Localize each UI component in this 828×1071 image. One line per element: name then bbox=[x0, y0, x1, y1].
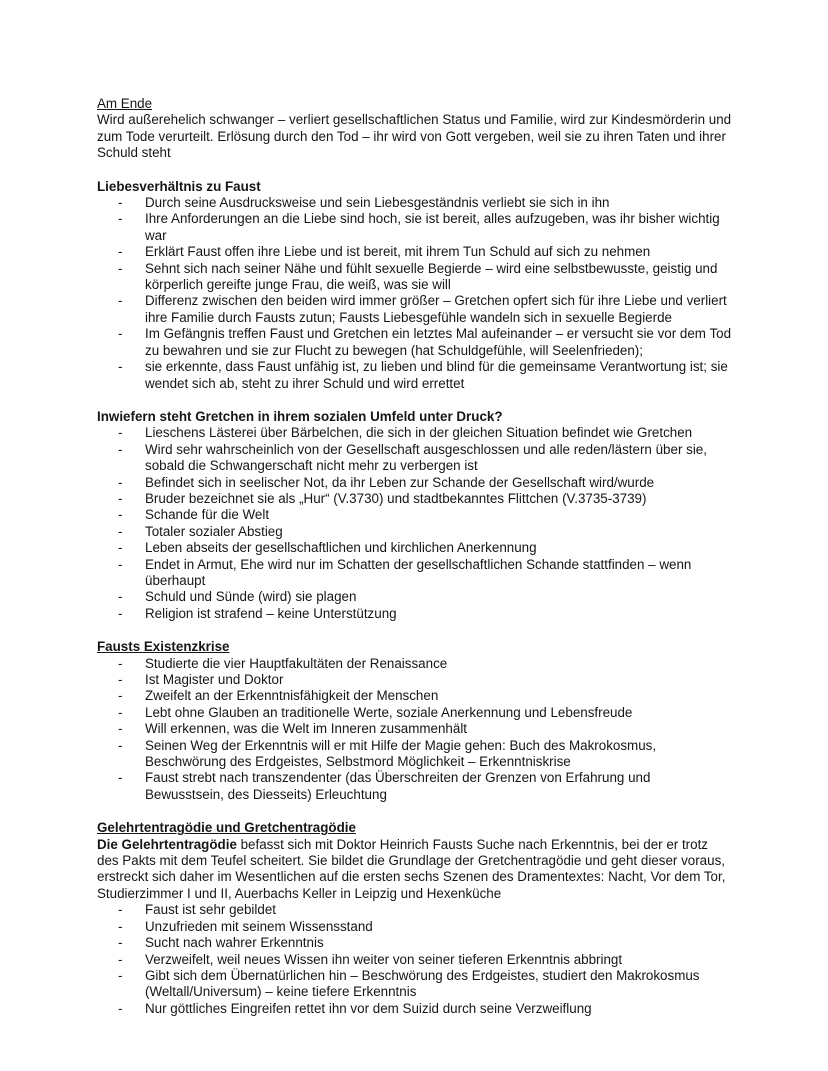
bullet-text: Seinen Weg der Erkenntnis will er mit Hilfe der Magie gehen: Buch des Makrokosmus, Beschwörung des Erdgeistes, Selbstmord Möglichkeit – Erkenntniskrise bbox=[145, 737, 657, 770]
bullet-dash: - bbox=[118, 770, 123, 786]
bullet-dash: - bbox=[118, 260, 123, 276]
section-am-ende bbox=[97, 96, 733, 162]
list-item bbox=[97, 359, 733, 392]
bullet-dash: - bbox=[118, 507, 123, 523]
list-item bbox=[97, 507, 733, 523]
list-item bbox=[97, 425, 733, 441]
bullet-dash: - bbox=[118, 441, 123, 457]
list-item bbox=[97, 688, 733, 704]
section-liebesverhaeltnis bbox=[97, 179, 733, 392]
lead-bold-text: Die Gelehrtentragödie bbox=[97, 836, 237, 852]
bullet-text: Sehnt sich nach seiner Nähe und fühlt sexuelle Begierde – wird eine selbstbewusste, geistig und körperlich gereifte junge Frau, die weiß, was sie will bbox=[145, 260, 718, 293]
bullet-text: Bruder bezeichnet sie als „Hur“ (V.3730) und stadtbekanntes Flittchen (V.3735-3739) bbox=[145, 490, 647, 506]
bullet-text: Endet in Armut, Ehe wird nur im Schatten der gesellschaftlichen Schande stattfinden – wenn überhaupt bbox=[145, 556, 692, 588]
bullet-text: Faust ist sehr gebildet bbox=[145, 902, 276, 918]
bullet-text: Wird sehr wahrscheinlich von der Gesellschaft ausgeschlossen und alle reden/lästern über sie, sobald die Schwangerschaft nicht mehr zu verbergen ist bbox=[145, 441, 707, 474]
list-item bbox=[97, 1001, 733, 1017]
list-item bbox=[97, 261, 733, 294]
section-heading: Inwiefern steht Gretchen in ihrem sozialen Umfeld unter Druck? bbox=[97, 408, 503, 424]
bullet-text: Nur göttliches Eingreifen rettet ihn vor dem Suizid durch seine Verzweiflung bbox=[145, 1000, 592, 1016]
bullet-list bbox=[97, 425, 733, 622]
bullet-dash: - bbox=[118, 540, 123, 556]
list-item bbox=[97, 606, 733, 622]
bullet-text: Studierte die vier Hauptfakultäten der Renaissance bbox=[145, 655, 448, 671]
bullet-text: Schuld und Sünde (wird) sie plagen bbox=[145, 589, 357, 605]
bullet-dash: - bbox=[118, 211, 123, 227]
bullet-dash: - bbox=[118, 195, 123, 211]
list-item bbox=[97, 919, 733, 935]
list-item bbox=[97, 475, 733, 491]
bullet-dash: - bbox=[118, 359, 123, 375]
bullet-dash: - bbox=[118, 737, 123, 753]
list-item bbox=[97, 902, 733, 918]
bullet-text: Totaler sozialer Abstieg bbox=[145, 523, 283, 539]
list-item bbox=[97, 557, 733, 590]
bullet-dash: - bbox=[118, 1000, 123, 1016]
bullet-text: Lebt ohne Glauben an traditionelle Werte, soziale Anerkennung und Lebensfreude bbox=[145, 704, 633, 720]
bullet-text: Lieschens Lästerei über Bärbelchen, die sich in der gleichen Situation befindet wie Gretchen bbox=[145, 425, 693, 441]
bullet-text: Ist Magister und Doktor bbox=[145, 672, 284, 687]
bullet-text: Leben abseits der gesellschaftlichen und kirchlichen Anerkennung bbox=[145, 540, 537, 556]
list-item bbox=[97, 705, 733, 721]
list-item bbox=[97, 656, 733, 672]
list-item bbox=[97, 524, 733, 540]
bullet-dash: - bbox=[118, 556, 123, 572]
bullet-dash: - bbox=[118, 918, 123, 934]
list-item bbox=[97, 721, 733, 737]
bullet-dash: - bbox=[118, 655, 123, 671]
list-item bbox=[97, 589, 733, 605]
bullet-text: Befindet sich in seelischer Not, da ihr Leben zur Schande der Gesellschaft wird/wurde bbox=[145, 474, 655, 490]
list-item bbox=[97, 935, 733, 951]
list-item bbox=[97, 195, 733, 211]
bullet-text: Durch seine Ausdrucksweise und sein Liebesgeständnis verliebt sie sich in ihn bbox=[145, 195, 610, 211]
bullet-text: Unzufrieden mit seinem Wissensstand bbox=[145, 918, 373, 934]
bullet-text: Gibt sich dem Übernatürlichen hin – Beschwörung des Erdgeistes, studiert den Makrokosmus (Weltall/Universum) – keine tiefere Erkenntnis bbox=[145, 967, 700, 1000]
bullet-text: sie erkennte, dass Faust unfähig ist, zu lieben und blind für die gemeinsame Verantwortung ist; sie wendet sich ab, steht zu ihrer Schuld und wird errettet bbox=[145, 359, 728, 391]
lead-rest-text: befasst sich mit Doktor Heinrich Fausts Suche nach Erkenntnis, bei der er trotz des Pakts mit dem Teufel scheitert. Sie bildet die Grundlage der Gretchentragödie und geht dieser voraus, erstreckt sich daher im Wesentlichen auf die ersten sechs Szenen des Dramentextes: Nacht, Vor dem Tor, Studierzimmer I und II, Auerbachs Keller in Leipzig und Hexenküche bbox=[97, 836, 726, 901]
list-item bbox=[97, 211, 733, 244]
bullet-dash: - bbox=[118, 721, 123, 737]
list-item bbox=[97, 738, 733, 771]
bullet-dash: - bbox=[118, 935, 123, 951]
bullet-text: Faust strebt nach transzendenter (das Überschreiten der Grenzen von Erfahrung und Bewusstsein, des Diesseits) Erleuchtung bbox=[145, 770, 651, 802]
bullet-dash: - bbox=[118, 474, 123, 490]
bullet-text: Religion ist strafend – keine Unterstützung bbox=[145, 605, 397, 621]
bullet-dash: - bbox=[118, 951, 123, 967]
bullet-text: Sucht nach wahrer Erkenntnis bbox=[145, 935, 324, 951]
list-item bbox=[97, 968, 733, 1001]
bullet-text: Erklärt Faust offen ihre Liebe und ist bereit, mit ihrem Tun Schuld auf sich zu nehmen bbox=[145, 244, 651, 260]
document-page bbox=[97, 96, 733, 1034]
bullet-text: Ihre Anforderungen an die Liebe sind hoch, sie ist bereit, alles aufzugeben, was ihr bisher wichtig war bbox=[145, 211, 720, 243]
list-item bbox=[97, 952, 733, 968]
section-heading: Fausts Existenzkrise bbox=[97, 639, 230, 655]
paragraph: Wird außerehelich schwanger – verliert gesellschaftlichen Status und Familie, wird zur Kindesmörderin und zum Tode verurteilt. Erlösung durch den Tod – ihr wird von Gott vergeben, weil sie zu ihren Taten und ihrer Schuld steht bbox=[97, 112, 732, 161]
bullet-list bbox=[97, 902, 733, 1017]
bullet-dash: - bbox=[118, 293, 123, 309]
list-item bbox=[97, 326, 733, 359]
bullet-text: Will erkennen, was die Welt im Inneren zusammenhält bbox=[145, 721, 468, 737]
bullet-text: Im Gefängnis treffen Faust und Gretchen ein letztes Mal aufeinander – er versucht sie vor dem Tod zu bewahren und sie zur Flucht zu bewegen (hat Schuldgefühle, will Seelenfrieden); bbox=[145, 326, 732, 358]
list-item bbox=[97, 770, 733, 803]
section-tragoedien bbox=[97, 820, 733, 1017]
bullet-dash: - bbox=[118, 605, 123, 621]
bullet-dash: - bbox=[118, 244, 123, 260]
section-heading: Am Ende bbox=[97, 96, 153, 111]
bullet-dash: - bbox=[118, 425, 123, 441]
bullet-dash: - bbox=[118, 326, 123, 342]
bullet-dash: - bbox=[118, 967, 123, 983]
bullet-dash: - bbox=[118, 490, 123, 506]
bullet-dash: - bbox=[118, 704, 123, 720]
section-existenzkrise bbox=[97, 639, 733, 803]
bullet-text: Schande für die Welt bbox=[145, 507, 270, 523]
bullet-list bbox=[97, 656, 733, 804]
lead-paragraph bbox=[97, 837, 733, 903]
list-item bbox=[97, 244, 733, 260]
section-heading: Liebesverhältnis zu Faust bbox=[97, 178, 261, 194]
bullet-text: Verzweifelt, weil neues Wissen ihn weiter von seiner tieferen Erkenntnis abbringt bbox=[145, 951, 623, 967]
section-sozialer-druck bbox=[97, 409, 733, 622]
bullet-text: Zweifelt an der Erkenntnisfähigkeit der Menschen bbox=[145, 688, 439, 704]
bullet-list bbox=[97, 195, 733, 392]
bullet-text: Differenz zwischen den beiden wird immer größer – Gretchen opfert sich für ihre Liebe und verliert ihre Familie durch Fausts zutun; Fausts Liebesgefühle wandeln sich in sexuelle Begierde bbox=[145, 293, 727, 325]
bullet-dash: - bbox=[118, 672, 123, 687]
section-heading: Gelehrtentragödie und Gretchentragödie bbox=[97, 820, 356, 836]
bullet-dash: - bbox=[118, 688, 123, 704]
bullet-dash: - bbox=[118, 589, 123, 605]
list-item bbox=[97, 293, 733, 326]
list-item bbox=[97, 672, 733, 688]
bullet-dash: - bbox=[118, 523, 123, 539]
bullet-dash: - bbox=[118, 902, 123, 918]
list-item bbox=[97, 442, 733, 475]
list-item bbox=[97, 540, 733, 556]
list-item bbox=[97, 491, 733, 507]
